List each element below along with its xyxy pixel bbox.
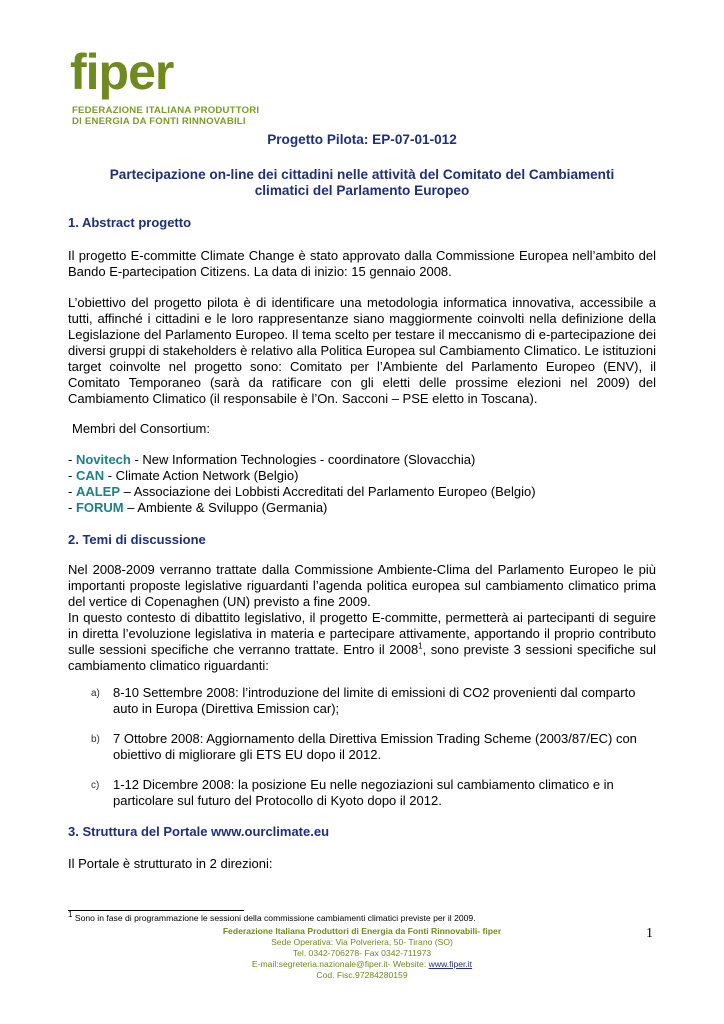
list-marker: a) (91, 688, 100, 699)
list-item: 7 Ottobre 2008: Aggiornamento della Direttiva Emission Trading Scheme (2003/87/EC) con obiettivo di migliorare gli ETS EU dopo il 2012. (113, 731, 637, 762)
member-row: - AALEP – Associazione dei Lobbisti Accreditati del Parlamento Europeo (Belgio) (68, 484, 536, 499)
section-2-paragraph-1: Nel 2008-2009 verranno trattate dalla Commissione Ambiente-Clima del Parlamento Europeo le più importanti proposte legislative riguardanti l’agenda politica europea sul cambiamento climatico prima del vertice di Copenaghen (UN) previsto a fine 2009. (68, 562, 656, 609)
member-row: - CAN - Climate Action Network (Belgio) (68, 468, 299, 483)
fiper-logo: fiper (70, 44, 174, 100)
footer-phone: Tel. 0342-706278- Fax 0342-711973 (292, 948, 432, 958)
members-label: Membri del Consortium: (72, 421, 210, 436)
list-item: 1-12 Dicembre 2008: la posizione Eu nelle negoziazioni sul cambiamento climatico e in particolare sul futuro del Protocollo di Kyoto dopo il 2012. (113, 777, 614, 808)
list-marker: c) (91, 780, 100, 791)
footer-tax-code: Cod. Fisc.97284280159 (316, 970, 408, 980)
footnote-ref: 1 (418, 641, 423, 651)
section-1-heading: 1. Abstract progetto (68, 215, 192, 230)
list-item: 8-10 Settembre 2008: l’introduzione del limite di emissioni di CO2 provenienti dal comparto auto in Europa (Direttiva Emission car); (113, 685, 636, 716)
section-3-heading: 3. Struttura del Portale www.ourclimate.eu (68, 824, 330, 839)
section-1-paragraph-2: L’obiettivo del progetto pilota è di identificare una metodologia informatica innovativa, accessibile a tutti, affinché i cittadini e le loro rappresentanze siano maggiormente coinvolti nella definizione della Legislazione del Parlamento Europeo. Il tema scelto per testare il meccanismo di e-partecipazione dei diversi gruppi di stakeholders è relativo alla Politica Europea sul Cambiamento Climatico. Le istituzioni target coinvolte nel progetto sono: Comitato per l’Ambiente del Parlamento Europeo (ENV), il Comitato Temporaneo (sarà da ratificare con gli eletti delle prossime elezioni nel 2009) del Cambiamento Climatico (il responsabile è l’On. Sacconi – PSE eletto in Toscana). (68, 295, 656, 406)
member-name: Novitech (75, 452, 131, 467)
page-number: 1 (646, 926, 653, 941)
document-subtitle-line2: climatici del Parlamento Europeo (254, 183, 470, 198)
member-name: FORUM (75, 500, 124, 515)
footnote-separator (68, 910, 244, 911)
member-name: AALEP (75, 484, 121, 499)
section-1-paragraph-1: Il progetto E-committe Climate Change è stato approvato dalla Commissione Europea nell’ambito del Bando E-partecipation Citizens. La data di inizio: 15 gennaio 2008. (68, 248, 656, 279)
member-name: CAN (75, 468, 105, 483)
logo-tagline-1: FEDERAZIONE ITALIANA PRODUTTORI (72, 105, 260, 116)
section-2-paragraph-2: In questo contesto di dibattito legislativo, il progetto E-committe, permetterà ai partecipanti di seguire in diretta l’evoluzione legislativa in materia e partecipare attivamente, apportando il proprio contributo sulle sessioni specifiche che verranno trattate. Entro il 2008$^1$, sono previste 3 sessioni specifiche sul cambiamento climatico riguardanti: (68, 610, 656, 673)
section-2-heading: 2. Temi di discussione (68, 532, 206, 547)
footnote: $^1$ Sono in fase di programmazione le sessioni della commissione cambiamenti climatici previste per il 2009. (68, 910, 476, 923)
footer-website-link[interactable]: www.fiper.it (428, 959, 473, 969)
document-subtitle-line1: Partecipazione on-line dei cittadini nelle attività del Comitato del Cambiamenti (109, 167, 615, 182)
member-row: - Novitech - New Information Technologies - coordinatore (Slovacchia) (68, 452, 476, 467)
list-marker: b) (91, 734, 100, 745)
footer-org-name: Federazione Italiana Produttori di Energia da Fonti Rinnovabili- fiper (222, 926, 502, 936)
footer-address: Sede Operativa: Via Polveriera, 50- Tirano (SO) (271, 937, 453, 947)
footer-contacts: E-mail:segreteria.nazionale@fiper.it- Website: www.fiper.it (251, 959, 473, 969)
member-row: - FORUM – Ambiente & Sviluppo (Germania) (68, 500, 328, 515)
document-title: Progetto Pilota: EP-07-01-012 (267, 132, 457, 147)
section-3-paragraph-1: Il Portale è strutturato in 2 direzioni: (68, 856, 273, 871)
logo-tagline-2: DI ENERGIA DA FONTI RINNOVABILI (72, 116, 246, 127)
